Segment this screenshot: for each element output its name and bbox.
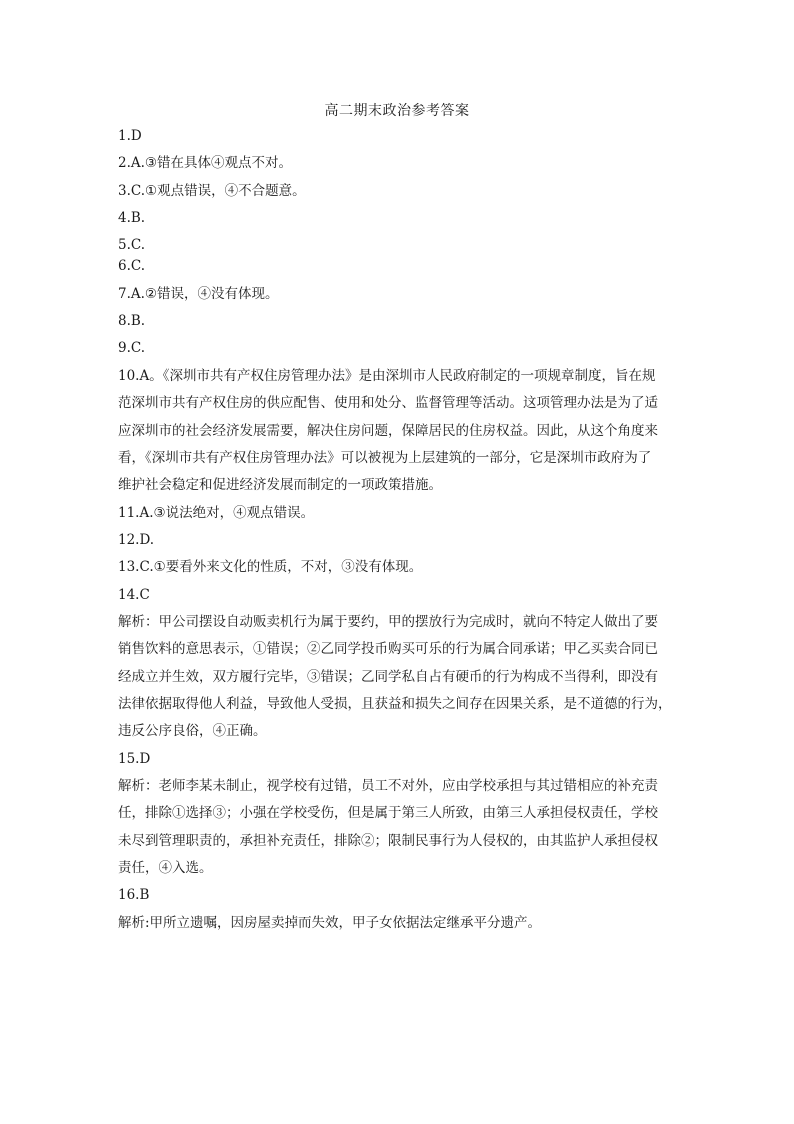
page-title: 高二期末政治参考答案 (324, 103, 470, 119)
answer-line: 3.C.①观点错误，④不合题意。 (118, 183, 306, 199)
answer-line: 16.B (118, 887, 150, 903)
answer-line: 15.D (118, 751, 151, 767)
answer-line: 2.A.③错在具体④观点不对。 (118, 155, 293, 171)
answer-line: 解析:甲所立遗嘱，因房屋卖掉而失效，甲子女依据法定继承平分遗产。 (118, 915, 542, 931)
answer-line: 应深圳市的社会经济发展需要，解决住房问题，保障居民的住房权益。因此，从这个角度来 (118, 423, 658, 439)
answer-line: 法律依据取得他人利益，导致他人受损，且获益和损失之间存在因果关系，是不道德的行为， (118, 696, 672, 712)
answer-line: 解析：甲公司摆设自动贩卖机行为属于要约，甲的摆放行为完成时，就向不特定人做出了要 (118, 614, 658, 630)
answer-line: 11.A.③说法绝对，④观点错误。 (118, 505, 315, 521)
answer-line: 经成立并生效，双方履行完毕，③错误；乙同学私自占有硬币的行为构成不当得利，即没有 (118, 669, 658, 685)
answer-line: 任，排除①选择③；小强在学校受伤，但是属于第三人所致，由第三人承担侵权责任，学校 (118, 805, 658, 821)
answer-line: 维护社会稳定和促进经济发展而制定的一项政策措施。 (118, 477, 442, 493)
answer-line: 4.B. (118, 210, 146, 226)
answer-line: 看，《深圳市共有产权住房管理办法》可以被视为上层建筑的一部分，它是深圳市政府为了 (118, 450, 652, 466)
answer-line: 销售饮料的意思表示，①错误；②乙同学投币购买可乐的行为属合同承诺；甲乙买卖合同已 (118, 641, 658, 657)
answer-line: 违反公序良俗，④正确。 (118, 723, 267, 739)
answer-line: 10.A。《深圳市共有产权住房管理办法》是由深圳市人民政府制定的一项规章制度，旨在规 (118, 368, 656, 384)
answer-line: 6.C. (118, 258, 146, 274)
answer-line: 范深圳市共有产权住房的供应配售、使用和处分、监督管理等活动。这项管理办法是为了适 (118, 395, 658, 411)
answer-line: 12.D. (118, 532, 155, 548)
answer-line: 7.A.②错误，④没有体现。 (118, 286, 279, 302)
answer-line: 13.C.①要看外来文化的性质，不对，③没有体现。 (118, 559, 423, 575)
answer-line: 9.C. (118, 340, 146, 356)
answer-line: 5.C. (118, 237, 146, 253)
answer-line: 14.C (118, 587, 150, 603)
answer-line: 1.D (118, 128, 142, 144)
answer-line: 未尽到管理职责的，承担补充责任，排除②；限制民事行为人侵权的，由其监护人承担侵权 (118, 833, 658, 849)
answer-line: 解析：老师李某未制止，视学校有过错，员工不对外，应由学校承担与其过错相应的补充责 (118, 778, 658, 794)
answer-line: 8.B. (118, 313, 146, 329)
answer-line: 责任，④入选。 (118, 860, 213, 876)
